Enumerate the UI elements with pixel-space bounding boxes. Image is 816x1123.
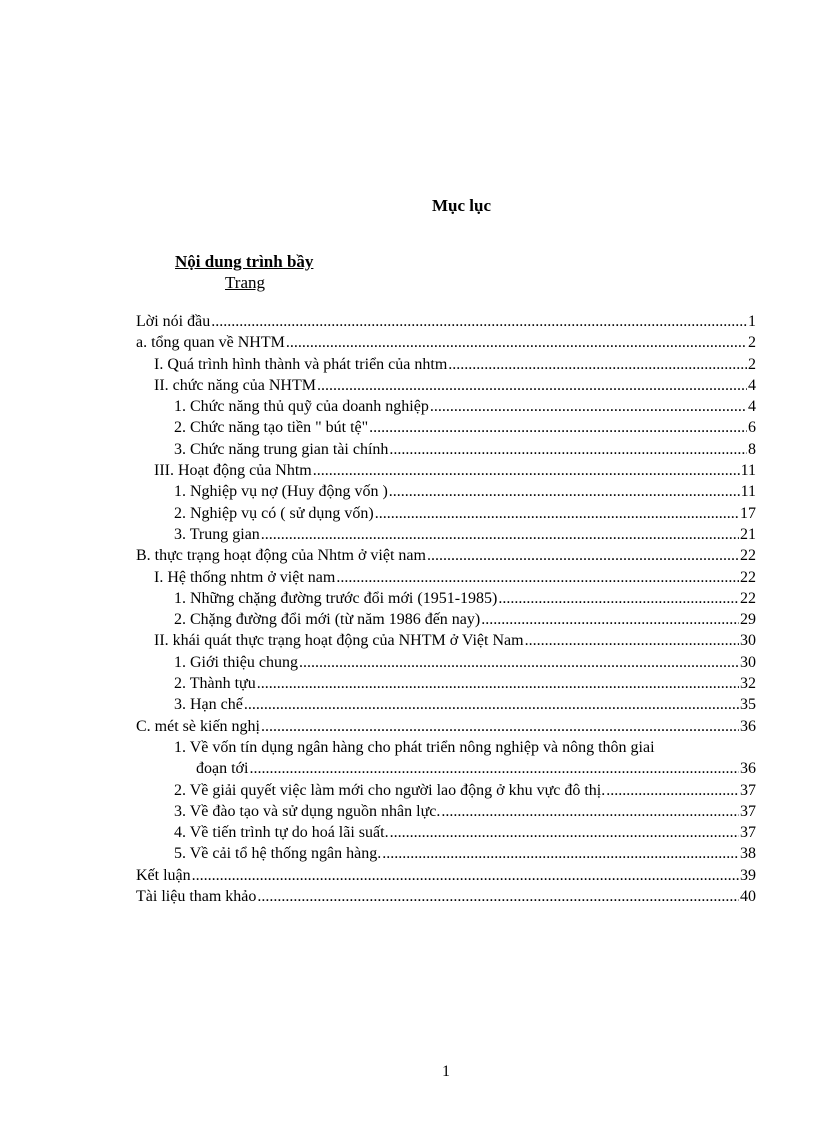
dot-leader — [389, 481, 740, 502]
toc-entry-label: 3. Chức năng trung gian tài chính — [174, 440, 389, 458]
toc-entry[interactable] — [136, 503, 756, 524]
toc-entry-page: 21 — [740, 525, 756, 543]
toc-entry-page: 6 — [748, 419, 756, 437]
toc-entry-label: III. Hoạt động của Nhtm — [154, 462, 312, 480]
toc-entry-page: 17 — [740, 504, 756, 522]
dot-leader — [481, 609, 739, 630]
toc-entry-label: 1. Những chặng đường trước đổi mới (1951-1985) — [174, 589, 498, 607]
toc-entry-page: 22 — [740, 568, 756, 586]
toc-entry-page: 36 — [740, 760, 756, 778]
toc-entry-label: 1. Giới thiệu chung — [174, 653, 298, 671]
toc-entry-page: 11 — [740, 462, 756, 480]
toc-entry-label: 2. Nghiệp vụ có ( sử dụng vốn) — [174, 504, 374, 522]
toc-entry-label: 3. Về đào tạo và sử dụng nguồn nhân lực. — [174, 802, 441, 820]
toc-entry[interactable] — [136, 545, 756, 566]
toc-entry[interactable] — [136, 886, 756, 907]
toc-entry-label: 3. Hạn chế — [174, 696, 243, 714]
toc-entry-label: I. Quá trình hình thành và phát triển của nhtm — [154, 355, 448, 373]
dot-leader — [525, 630, 739, 651]
dot-leader — [286, 332, 747, 353]
toc-entry-label: 4. Về tiến trình tự do hoá lãi suất. — [174, 824, 389, 842]
toc-entry[interactable] — [136, 311, 756, 332]
toc-entry[interactable] — [136, 673, 756, 694]
toc-entry-label: 2. Thành tựu — [174, 675, 256, 693]
toc-entry-page: 1 — [748, 313, 756, 330]
toc-entry[interactable] — [136, 716, 756, 737]
toc-entry-label: II. chức năng của NHTM — [154, 376, 316, 394]
toc-entry[interactable] — [136, 609, 756, 630]
toc-entry-page: 8 — [748, 440, 756, 458]
toc-entry-page: 30 — [740, 632, 756, 650]
toc-entry[interactable] — [136, 439, 756, 460]
toc-entry-page: 30 — [740, 653, 756, 671]
toc-entry-first-line[interactable] — [136, 737, 756, 758]
dot-leader — [211, 311, 747, 332]
toc-entry[interactable] — [136, 524, 756, 545]
toc-entry[interactable] — [136, 417, 756, 438]
toc-entry[interactable] — [136, 375, 756, 396]
toc-entry-page: 40 — [740, 888, 756, 906]
toc-entry[interactable] — [136, 588, 756, 609]
dot-leader — [382, 843, 739, 864]
toc-entry-page: 29 — [740, 611, 756, 629]
toc-entry[interactable] — [136, 332, 756, 353]
page-number-footer — [0, 1063, 816, 1081]
toc-entry[interactable] — [136, 396, 756, 417]
dot-leader — [498, 588, 739, 609]
toc-entry[interactable] — [136, 843, 756, 864]
dot-leader — [336, 567, 739, 588]
toc-entry-label: 2. Về giải quyết việc làm mới cho người lao động ở khu vực đô thị. — [174, 781, 606, 799]
toc-entry-label: Kết luận — [136, 866, 191, 884]
dot-leader — [390, 822, 739, 843]
toc-entry-page: 36 — [740, 717, 756, 735]
toc-entry-label: 1. Về vốn tín dụng ngân hàng cho phát triển nông nghiệp và nông thôn giai — [174, 738, 655, 756]
toc-entry-label: Tài liệu tham khảo — [136, 888, 257, 906]
toc-entry-label: B. thực trạng hoạt động của Nhtm ở việt nam — [136, 547, 426, 565]
toc-entry-page: 32 — [740, 675, 756, 693]
toc-entry-page: 39 — [740, 866, 756, 884]
toc-entry[interactable] — [136, 652, 756, 673]
toc-entry-page: 2 — [748, 355, 756, 373]
toc-entry[interactable] — [136, 694, 756, 715]
toc-entry[interactable] — [136, 758, 756, 779]
toc-entry[interactable] — [136, 354, 756, 375]
dot-leader — [261, 716, 739, 737]
toc-entry-continuation: đoạn tới — [196, 760, 249, 778]
contents-subheading: Nội dung trình bầy — [175, 252, 314, 271]
toc-entry-label: Lời nói đầu — [136, 313, 211, 330]
dot-leader — [257, 886, 739, 907]
dot-leader — [249, 758, 739, 779]
toc-entry-page: 4 — [748, 398, 756, 416]
page-title: Mục lục — [432, 196, 492, 215]
toc-entry[interactable] — [136, 481, 756, 502]
toc-entry[interactable] — [136, 780, 756, 801]
dot-leader — [369, 417, 747, 438]
toc-entry[interactable] — [136, 567, 756, 588]
dot-leader — [257, 673, 739, 694]
dot-leader — [430, 396, 747, 417]
dot-leader — [192, 865, 739, 886]
table-of-contents — [136, 311, 756, 907]
toc-entry[interactable] — [136, 460, 756, 481]
dot-leader — [427, 545, 739, 566]
dot-leader — [313, 460, 740, 481]
toc-entry-label: C. mét sè kiến nghị — [136, 717, 260, 735]
dot-leader — [317, 375, 747, 396]
dot-leader — [441, 801, 739, 822]
dot-leader — [299, 652, 739, 673]
page-number: 1 — [442, 1063, 450, 1080]
toc-entry-label: 2. Chặng đường đổi mới (từ năm 1986 đến nay) — [174, 611, 481, 629]
toc-entry-label: 5. Về cải tổ hệ thống ngân hàng. — [174, 845, 382, 863]
page-column-label: Trang — [225, 273, 265, 292]
toc-entry-page: 37 — [740, 781, 756, 799]
toc-entry-page: 2 — [748, 334, 756, 352]
toc-entry-label: 1. Nghiệp vụ nợ (Huy động vốn ) — [174, 483, 388, 501]
toc-entry-label: a. tổng quan về NHTM — [136, 334, 285, 352]
toc-entry-page: 37 — [740, 802, 756, 820]
toc-entry-page: 38 — [740, 845, 756, 863]
toc-entry-label: 2. Chức năng tạo tiền " bút tệ" — [174, 419, 369, 437]
toc-entry-label: 3. Trung gian — [174, 525, 260, 543]
toc-entry[interactable] — [136, 865, 756, 886]
dot-leader — [261, 524, 739, 545]
toc-entry[interactable] — [136, 801, 756, 822]
toc-entry-label: 1. Chức năng thủ quỹ của doanh nghiệp — [174, 398, 429, 416]
toc-entry-label: II. khái quát thực trạng hoạt động của NHTM ở Việt Nam — [154, 632, 524, 650]
toc-entry-page: 4 — [748, 376, 756, 394]
toc-entry[interactable] — [136, 822, 756, 843]
toc-entry-label: I. Hệ thống nhtm ở việt nam — [154, 568, 336, 586]
toc-entry-page: 22 — [740, 547, 756, 565]
dot-leader — [448, 354, 747, 375]
toc-entry-page: 22 — [740, 589, 756, 607]
dot-leader — [375, 503, 739, 524]
toc-entry[interactable] — [136, 630, 756, 651]
dot-leader — [244, 694, 739, 715]
dot-leader — [389, 439, 747, 460]
toc-entry-page: 37 — [740, 824, 756, 842]
dot-leader — [606, 780, 739, 801]
toc-entry-page: 35 — [740, 696, 756, 714]
toc-entry-page: 11 — [740, 483, 756, 501]
